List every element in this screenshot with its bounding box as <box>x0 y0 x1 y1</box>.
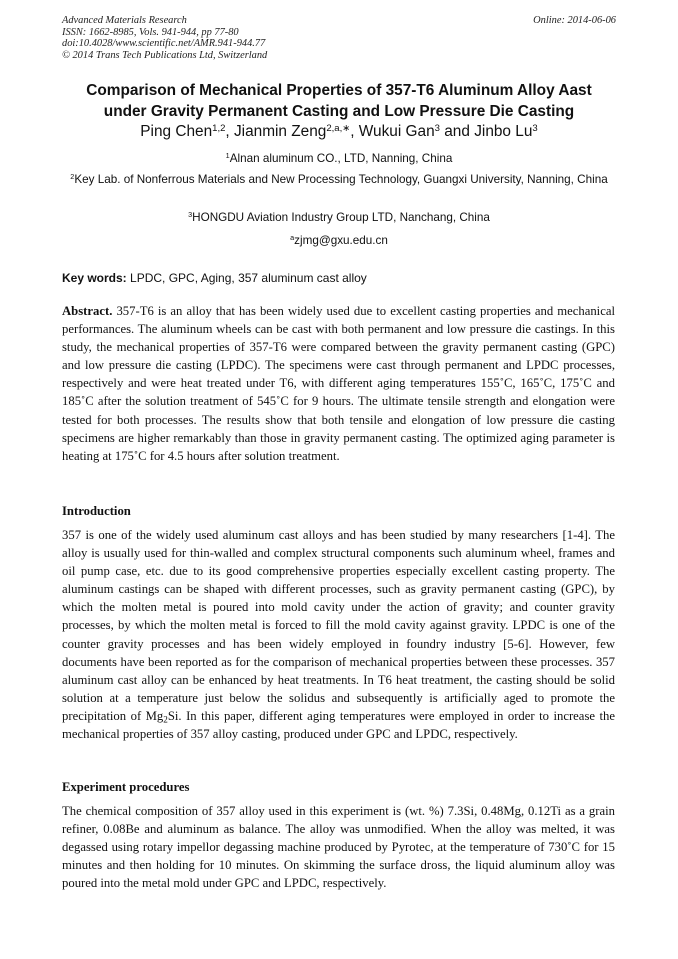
author-affiliation-mark: 2,a,∗ <box>326 122 351 134</box>
introduction-text-end: Si. In this paper, different aging temperatures were employed in order to increase the mechanical properties of 357 alloy casting, produced under GPC and LPDC, respectively. <box>62 708 615 742</box>
author-affiliation-mark: 3 <box>434 122 440 134</box>
journal-name: Advanced Materials Research <box>62 15 187 26</box>
keywords-text: LPDC, GPC, Aging, 357 aluminum cast alloy <box>126 271 367 285</box>
introduction-paragraph <box>62 526 615 743</box>
author-name: , Wukui Gan <box>350 123 435 140</box>
abstract-text: 357-T6 is an alloy that has been widely used due to excellent casting properties and mechanical performances. The aluminum wheels can be cast with both permanent and low pressure die castings. In this study, the mechanical properties of 357-T6 were compared between the gravity permanent casting (GPC) and low pressure die casting (LPDC). The specimens were cast through permanent and LPDC processes, respectively and were heat treated under T6, with different aging temperatures 155˚C, 165˚C, 175˚C and 185˚C after the solution treatment of 545˚C for 9 hours. The ultimate tensile strength and elongation were tested for both processes. The results show that both tensile and elongation of low pressure die casting specimens are higher remarkably than those in gravity permanent casting. The optimized aging parameter is heating at 175˚C for 4.5 hours after solution treatment. <box>62 304 615 463</box>
author-affiliation-mark: 1,2 <box>212 122 226 134</box>
experiment-paragraph: The chemical composition of 357 alloy used in this experiment is (wt. %) 7.3Si, 0.48Mg, 0.12Ti as a grain refiner, 0.08Be and aluminum as balance. The alloy was unmodified. When the alloy was melted, it was degassed using rotary impellor degassing machine produced by Pyrotec, at the temperature of 730˚C for 15 minutes and then holding for 10 minutes. On skimming the surface dross, the liquid aluminum alloy was poured into the metal mold under GPC and LPDC, respectively. <box>62 804 615 891</box>
affiliation-mark: 2 <box>70 172 75 182</box>
keywords-label: Key words: <box>62 271 127 285</box>
doi-line: doi:10.4028/www.scientific.net/AMR.941-944.77 <box>62 38 266 49</box>
affiliation-1 <box>60 151 618 167</box>
corresponding-email <box>60 233 618 249</box>
paper-title <box>50 80 628 122</box>
affiliation-2 <box>60 172 618 188</box>
subscript: 2 <box>163 714 168 725</box>
author-list <box>40 123 638 141</box>
online-date: Online: 2014-06-06 <box>533 15 616 26</box>
abstract <box>62 302 615 465</box>
title-line-1: Comparison of Mechanical Properties of 357-T6 Aluminum Alloy Aast <box>86 82 592 99</box>
author-name: , Jianmin Zeng <box>225 123 327 140</box>
abstract-label: Abstract. <box>62 304 113 318</box>
author-name: and Jinbo Lu <box>439 123 533 140</box>
author-name: Ping Chen <box>140 123 213 140</box>
email-text: zjmg@gxu.edu.cn <box>294 234 388 247</box>
copyright-line: © 2014 Trans Tech Publications Ltd, Switzerland <box>62 49 268 61</box>
affiliation-text: Key Lab. of Nonferrous Materials and New Processing Technology, Guangxi University, Nanning, China <box>74 173 608 186</box>
introduction-text: 357 is one of the widely used aluminum cast alloys and has been studied by many researchers [1-4]. The alloy is usually used for thin-walled and complex structural components such aluminum wheel, frames and oil pump case, etc. due to its good comprehensive properties especially excellent casting property. The aluminum castings can be shaped with different processes, such as gravity permanent casting (GPC), by which the molten metal is poured into mold cavity under the action of gravity; and counter gravity processes, by which the molten metal is forced to fill the mold cavity against gravity. LPDC is one of the counter gravity processes and has been widely employed in foundry industry [5-6]. However, few documents have been reported as for the comparison of mechanical properties between these processes. 357 aluminum cast alloy can be enhanced by heat treatments. In T6 heat treatment, the casting should be solid solution at a temperature just below the solidus and subsequently is artificially aged to promote the precipitation of Mg <box>62 528 615 723</box>
affiliation-text: Alnan aluminum CO., LTD, Nanning, China <box>229 152 453 165</box>
title-line-2: under Gravity Permanent Casting and Low Pressure Die Casting <box>103 103 575 120</box>
affiliation-text: HONGDU Aviation Industry Group LTD, Nanchang, China <box>192 211 490 224</box>
issn-line: ISSN: 1662-8985, Vols. 941-944, pp 77-80 <box>62 26 239 38</box>
affiliation-3 <box>60 210 618 226</box>
affiliation-mark: 3 <box>188 210 193 220</box>
email-mark: a <box>290 233 295 243</box>
introduction-heading: Introduction <box>62 504 131 518</box>
experiment-heading: Experiment procedures <box>62 780 190 794</box>
author-affiliation-mark: 3 <box>532 122 538 134</box>
affiliation-mark: 1 <box>225 151 230 161</box>
keywords <box>62 271 616 285</box>
